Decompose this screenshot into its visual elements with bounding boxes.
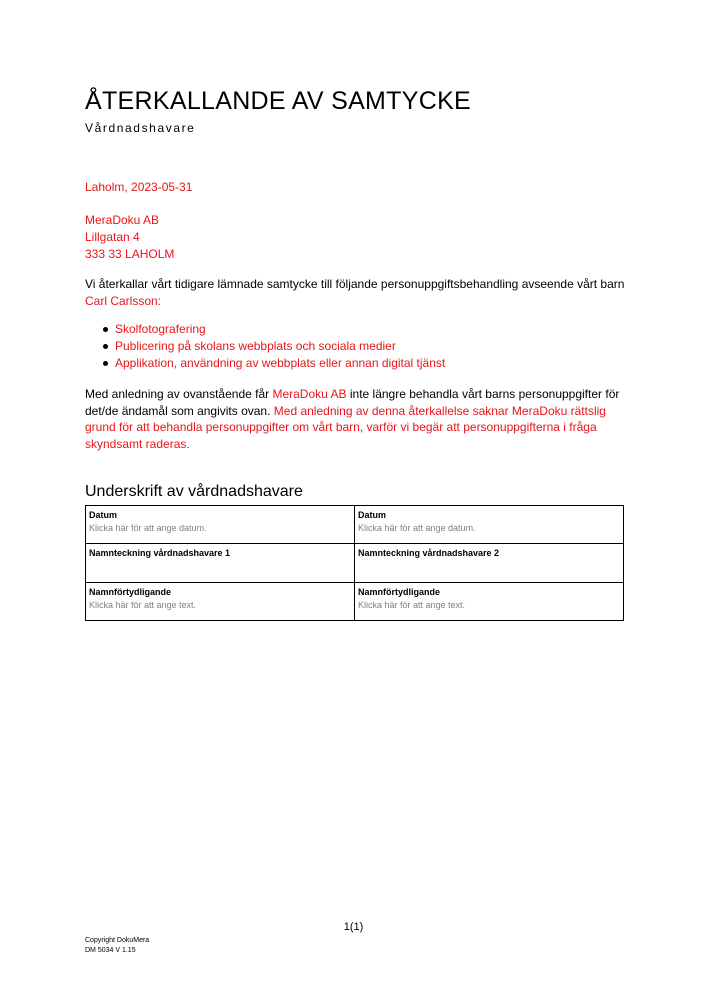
consequence-paragraph: Med anledning av ovanstående får MeraDoku AB inte längre behandla vårt barns personuppgifter för det/de ändamål som angivits ovan. Med anledning av denna återkallelse saknar MeraDoku rättslig grund för att behandla personuppgifter om vårt barn, varför vi begär att personuppgifterna i fråga skyndsamt raderas. [85, 387, 620, 451]
date-cell-1: Datum Klicka här för att ange datum. [86, 506, 355, 544]
child-name: Carl Carlsson: [85, 293, 162, 308]
purpose-item: Publicering på skolans webbplats och sociala medier [100, 338, 445, 355]
name-field-1[interactable]: Klicka här för att ange text. [89, 600, 197, 610]
purpose-item: Skolfotografering [100, 321, 445, 338]
name-cell-1: Namnförtydligande Klicka här för att ange text. [86, 583, 355, 621]
recipient-street: Lillgatan 4 [85, 230, 140, 244]
date-field-2[interactable]: Klicka här för att ange datum. [358, 523, 476, 533]
date-field-1[interactable]: Klicka här för att ange datum. [89, 523, 207, 533]
erasure-request: Med anledning av denna återkallelse saknar MeraDoku rättslig grund för att behandla personuppgifter om vårt barn, varför vi begär att personuppgifterna i fråga skyndsamt raderas. [85, 403, 606, 451]
document-title: ÅTERKALLANDE AV SAMTYCKE [85, 87, 472, 115]
copyright-text: Copyright DokuMera [85, 937, 150, 944]
bullet-icon [103, 344, 108, 349]
bullet-icon [103, 361, 108, 366]
signature-cell-1[interactable]: Namnteckning vårdnadshavare 1 [86, 544, 355, 583]
recipient-name: MeraDoku AB [85, 213, 160, 227]
document-subtitle: Vårdnadshavare [85, 121, 196, 135]
recipient-postal: 333 33 LAHOLM [85, 247, 175, 261]
name-field-2[interactable]: Klicka här för att ange text. [358, 600, 466, 610]
name-cell-2: Namnförtydligande Klicka här för att ange text. [355, 583, 624, 621]
place-date: Laholm, 2023-05-31 [85, 180, 193, 194]
org-name: MeraDoku AB [272, 387, 347, 401]
purpose-item: Applikation, användning av webbplats eller annan digital tjänst [100, 355, 445, 372]
intro-text: Vi återkallar vårt tidigare lämnade samtycke till följande personuppgiftsbehandling avseende vårt barn [85, 277, 625, 291]
signature-table [85, 505, 624, 621]
date-cell-2: Datum Klicka här för att ange datum. [355, 506, 624, 544]
signature-cell-2[interactable]: Namnteckning vårdnadshavare 2 [355, 544, 624, 583]
signature-heading: Underskrift av vårdnadshavare [85, 483, 303, 500]
purpose-list [100, 321, 445, 372]
bullet-icon [103, 327, 108, 332]
recipient-address [85, 212, 174, 263]
intro-paragraph [85, 276, 630, 309]
page-number: 1(1) [343, 921, 364, 933]
version-text: DM 5034 V 1.15 [85, 947, 136, 954]
footer [85, 936, 149, 956]
